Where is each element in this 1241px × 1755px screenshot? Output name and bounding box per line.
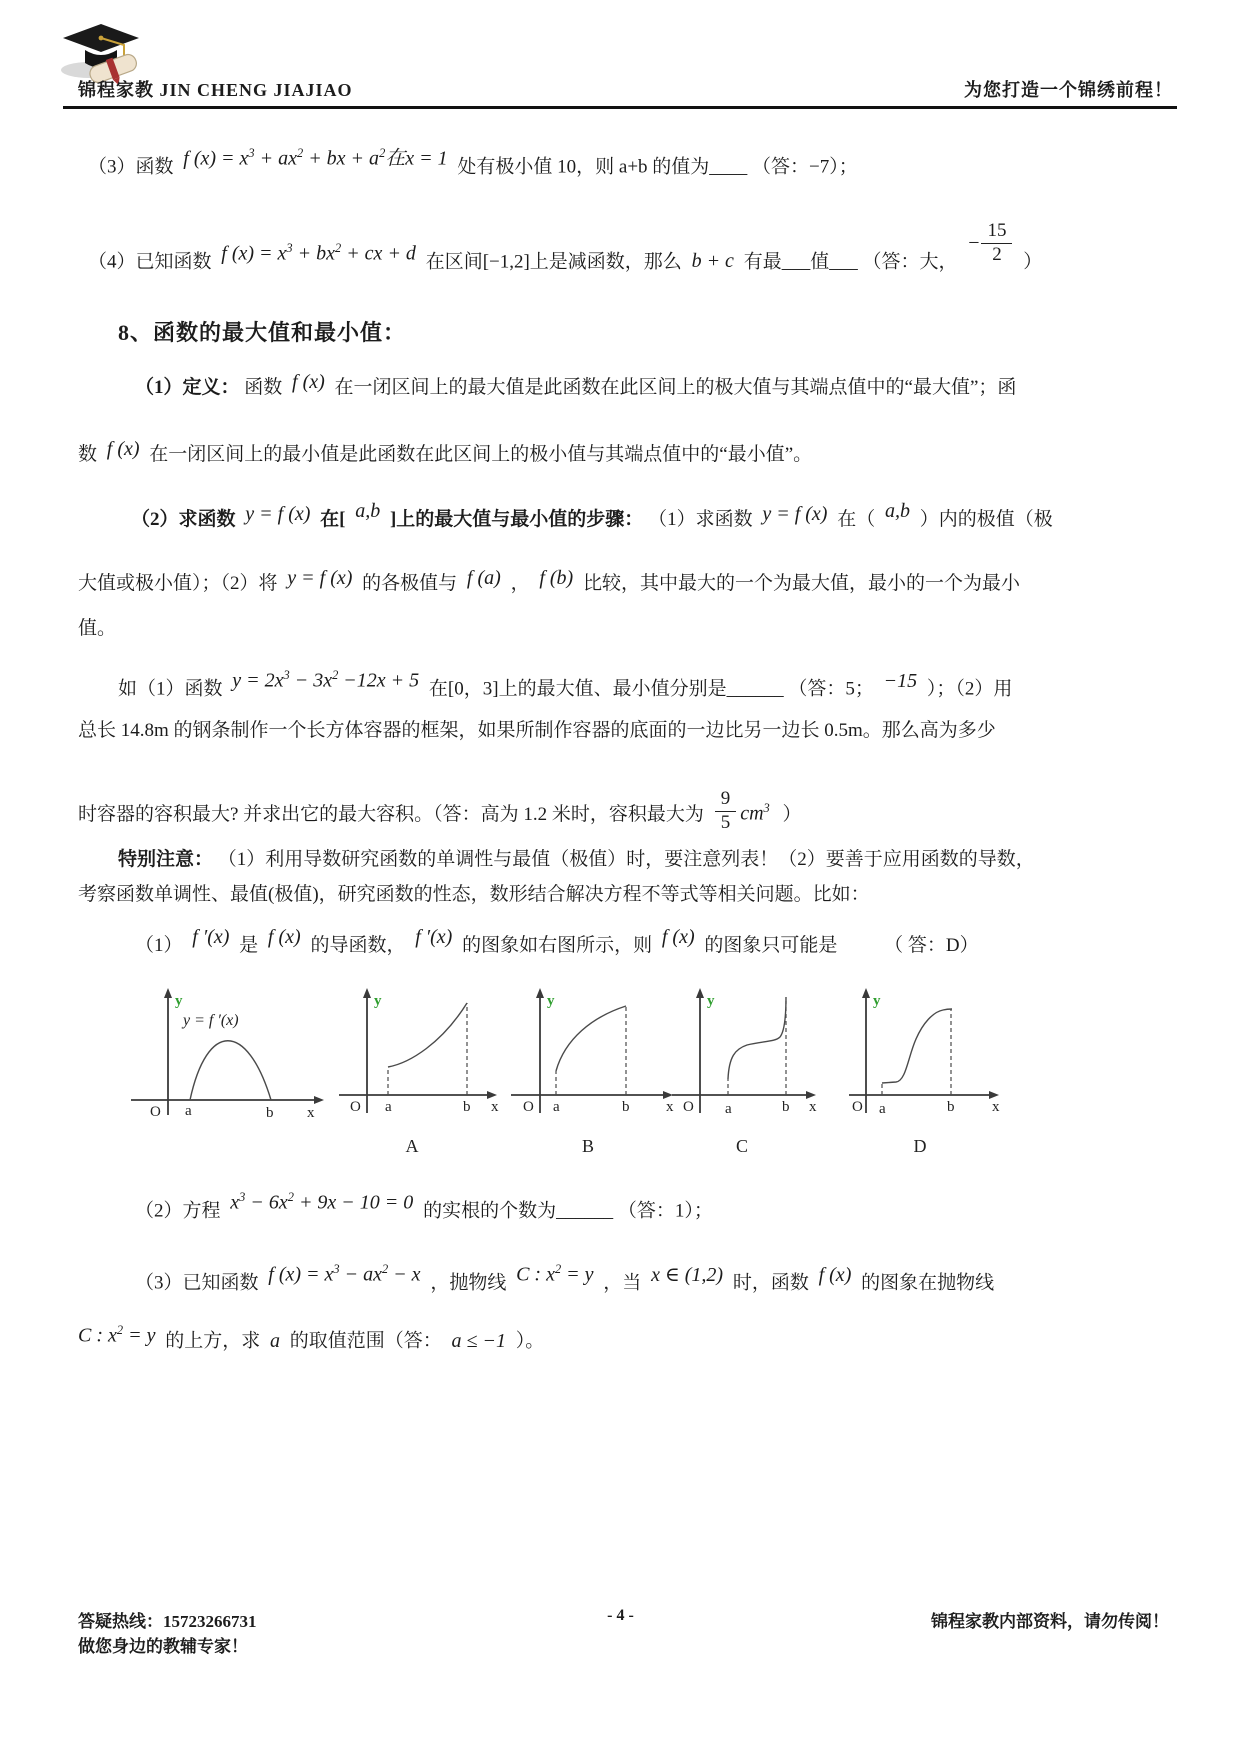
option-a-curve xyxy=(388,1003,467,1067)
option-b-graph-panel xyxy=(508,985,678,1130)
steps-text: （1）求函数 xyxy=(648,509,753,530)
question-3-text: 时，函数 xyxy=(732,1272,809,1294)
example-text: 时容器的容积最大? 并求出它的最大容积。（答：高为 1.2 米时，容积最大为 xyxy=(78,804,704,825)
option-d-curve xyxy=(882,1009,952,1083)
example-text: 总长 14.8m 的钢条制作一个长方体容器的框架，如果所制作容器的底面的一边比另一边长 0.5m。那么高为多少 xyxy=(78,720,996,741)
derivative-graph-panel xyxy=(125,985,330,1130)
unit-cm3: $cm^3$ xyxy=(740,801,770,826)
brand-slogan: 为您打造一个锦绣前程！ xyxy=(964,80,1173,100)
problem-3-line xyxy=(88,146,858,183)
fraction-neg-15-over-2: − $\frac{15}{2}$ xyxy=(968,220,1012,267)
footer-tagline: 做您身边的教辅专家！ xyxy=(78,1637,248,1656)
example-line-1 xyxy=(118,668,1012,705)
fx-formula: f (x) xyxy=(267,926,301,948)
definition-label: （1）定义： xyxy=(135,377,240,398)
problem-3-question: 处有极小值 10，则 a+b 的值为____ （答：−7）； xyxy=(457,156,858,178)
question-1-number: （1） xyxy=(135,935,183,956)
y-axis-label: y xyxy=(547,993,555,1009)
b-label: b xyxy=(266,1105,274,1121)
cubic-formula: $y = 2x^3 - 3x^2 -12x + 5$ xyxy=(232,668,420,692)
derivative-curve xyxy=(190,1041,271,1100)
page-number: - 4 - xyxy=(607,1607,634,1624)
problem-4-close: ） xyxy=(1023,251,1043,273)
option-b-curve xyxy=(556,1006,626,1071)
problem-4-bc: b + c xyxy=(691,250,734,273)
x-axis-label: x xyxy=(809,1099,817,1115)
origin-label: O xyxy=(523,1099,534,1115)
question-1-answer: （ 答：D） xyxy=(884,935,979,956)
a-label: a xyxy=(725,1101,732,1117)
x-axis-label: x xyxy=(491,1099,499,1115)
steps-text: 在（ xyxy=(837,509,876,530)
answer-a-range: a ≤ −1 xyxy=(451,1329,506,1352)
x-axis-label: x xyxy=(666,1099,674,1115)
option-d-label: D xyxy=(913,1136,927,1156)
section-8-title: 8、函数的最大值和最小值： xyxy=(118,320,407,345)
option-a-label: A xyxy=(405,1136,419,1156)
option-c-curve xyxy=(728,997,786,1079)
question-1-text: 的图象如右图所示，则 xyxy=(462,935,653,956)
example-text: 在[0，3]上的最大值、最小值分别是______ （答：5； xyxy=(428,678,874,700)
definition-text: 函数 xyxy=(244,377,283,398)
fprime-formula: f ′(x) xyxy=(415,926,453,948)
footer-hotline: 答疑热线：15723266731 xyxy=(78,1612,257,1631)
steps-line-2 xyxy=(78,568,1020,599)
parabola-formula: C : $x^2 = y$ xyxy=(78,1323,156,1347)
note-text: 考察函数单调性、最值(极值)，研究函数的性态，数形结合解决方程不等式等相关问题。比如： xyxy=(78,884,870,905)
note-label: 特别注意： xyxy=(118,849,214,870)
footer-notice: 锦程家教内部资料，请勿传阅！ xyxy=(931,1612,1169,1631)
fx-formula: f (x) xyxy=(106,438,140,460)
option-c-label: C xyxy=(735,1136,748,1156)
curve-label: y = f ′(x) xyxy=(183,1012,239,1029)
origin-label: O xyxy=(683,1099,694,1115)
question-1-text: 是 xyxy=(239,935,259,956)
question-2-text: 的实根的个数为______ （答：1）； xyxy=(423,1200,713,1222)
problem-4-mid: 在区间[−1,2]上是减函数，那么 xyxy=(425,251,682,273)
question-2-line xyxy=(135,1190,713,1227)
option-c-graph-panel xyxy=(669,985,821,1130)
example-line-3 xyxy=(78,788,802,851)
option-a-graph-panel xyxy=(336,985,504,1130)
example-text: ）；（2）用 xyxy=(926,678,1013,700)
a-label: a xyxy=(553,1099,560,1115)
problem-4-blanks: 有最___值___ （答：大， xyxy=(743,251,958,273)
fx-formula: f (x) xyxy=(292,371,325,393)
example-line-2 xyxy=(78,716,996,746)
ab-interval: a,b xyxy=(355,500,381,522)
question-2-text: （2）方程 xyxy=(135,1200,221,1222)
steps-text: ， xyxy=(510,573,530,594)
fraction-9-over-5-cm3: $\frac{9}{5}$ $cm^3$ xyxy=(715,788,772,835)
header-divider xyxy=(63,106,1177,109)
steps-label: 在[ xyxy=(320,509,346,530)
b-label: b xyxy=(947,1099,955,1115)
b-label: b xyxy=(782,1099,790,1115)
question-3-text: （3）已知函数 xyxy=(135,1272,259,1294)
origin-label: O xyxy=(852,1099,863,1115)
definition-line-2 xyxy=(78,439,812,470)
steps-line-3 xyxy=(78,614,116,644)
a-variable: a xyxy=(269,1329,280,1352)
question-1-text: 的图象只可能是 xyxy=(704,935,838,956)
option-d-graph-panel xyxy=(846,985,1004,1130)
fa-formula: f (a) xyxy=(466,567,501,589)
definition-text: 在一闭区间上的最大值是此函数在此区间上的极大值与其端点值中的“最大值”；函 xyxy=(334,377,1017,398)
steps-line-1 xyxy=(131,500,1053,535)
steps-text: 大值或极小值）；（2）将 xyxy=(78,573,278,594)
y-axis-label: y xyxy=(873,993,881,1009)
fprime-formula: f ′(x) xyxy=(192,926,230,948)
steps-label: （2）求函数 xyxy=(131,509,236,530)
parabola-formula: C : $x^2 = y$ xyxy=(516,1262,594,1286)
question-3-text: ，当 xyxy=(603,1272,642,1294)
definition-line-1 xyxy=(135,372,1016,403)
yfx-formula: y = f (x) xyxy=(245,503,311,525)
question-3-text: 的取值范围（答： xyxy=(289,1330,442,1352)
y-axis-label: y xyxy=(175,993,183,1009)
answer-neg15: −15 xyxy=(883,669,918,692)
origin-label: O xyxy=(150,1104,161,1120)
question-3-line-2 xyxy=(78,1320,544,1357)
definition-text: 数 xyxy=(78,444,98,465)
yfx-formula: y = f (x) xyxy=(762,503,828,525)
problem-3-formula: f $(x) = x^3 + ax^2$ + bx + $a^2$在x = 1 xyxy=(183,146,448,170)
problem-4-formula: f $(x) = x^3 + bx^2$ + cx + d xyxy=(221,240,416,265)
x-axis-label: x xyxy=(307,1105,315,1121)
steps-label: ]上的最大值与最小值的步骤： xyxy=(389,509,644,530)
steps-text: 值。 xyxy=(78,618,117,639)
question-3-text: 的图象在抛物线 xyxy=(861,1272,995,1294)
steps-text: 的各极值与 xyxy=(362,573,458,594)
question-1-text: 的导函数， xyxy=(310,935,406,956)
equation-formula: $x^3 - 6x^2 + 9x - 10 = 0$ xyxy=(230,1190,414,1214)
fb-formula: f (b) xyxy=(539,567,574,589)
definition-text: 在一闭区间上的最小值是此函数在此区间上的极小值与其端点值中的“最小值”。 xyxy=(149,444,813,465)
question-3-line-1 xyxy=(135,1262,994,1299)
question-3-text: ，抛物线 xyxy=(430,1272,507,1294)
a-label: a xyxy=(385,1099,392,1115)
x-axis-label: x xyxy=(992,1099,1000,1115)
option-b-label: B xyxy=(581,1136,594,1156)
steps-text: 比较，其中最大的一个为最大值，最小的一个为最小 xyxy=(582,573,1020,594)
example-text: 如（1）函数 xyxy=(118,678,223,700)
a-label: a xyxy=(185,1103,192,1119)
question-1-line xyxy=(135,926,979,961)
problem-4-prefix: （4）已知函数 xyxy=(88,251,212,273)
fx-formula: f (x) xyxy=(661,926,695,948)
y-axis-label: y xyxy=(374,993,382,1009)
problem-3-prefix: （3）函数 xyxy=(88,156,174,178)
question-3-text: ）。 xyxy=(515,1330,545,1352)
yfx-formula: y = f (x) xyxy=(287,567,353,589)
steps-text: ）内的极值（极 xyxy=(919,509,1053,530)
note-line-2 xyxy=(78,880,870,910)
b-label: b xyxy=(622,1099,630,1115)
a-label: a xyxy=(879,1101,886,1117)
problem-4-line xyxy=(88,220,1043,285)
brand-title: 锦程家教 JIN CHENG JIAJIAO xyxy=(78,80,353,100)
question-3-text: 的上方，求 xyxy=(165,1330,261,1352)
example-text: ） xyxy=(782,804,802,825)
note-line-1 xyxy=(118,845,1035,875)
fx-cubic-formula: f $(x) = x^3 - ax^2 - x$ xyxy=(268,1262,421,1286)
note-text: （1）利用导数研究函数的单调性与最值（极值）时，要注意列表！（2）要善于应用函数的导数， xyxy=(217,849,1035,870)
y-axis-label: y xyxy=(707,993,715,1009)
x-interval-formula: x ∈ (1,2) xyxy=(651,1263,724,1286)
fx-formula: f (x) xyxy=(818,1263,852,1286)
b-label: b xyxy=(463,1099,471,1115)
ab-interval: a,b xyxy=(884,500,910,522)
origin-label: O xyxy=(350,1099,361,1115)
